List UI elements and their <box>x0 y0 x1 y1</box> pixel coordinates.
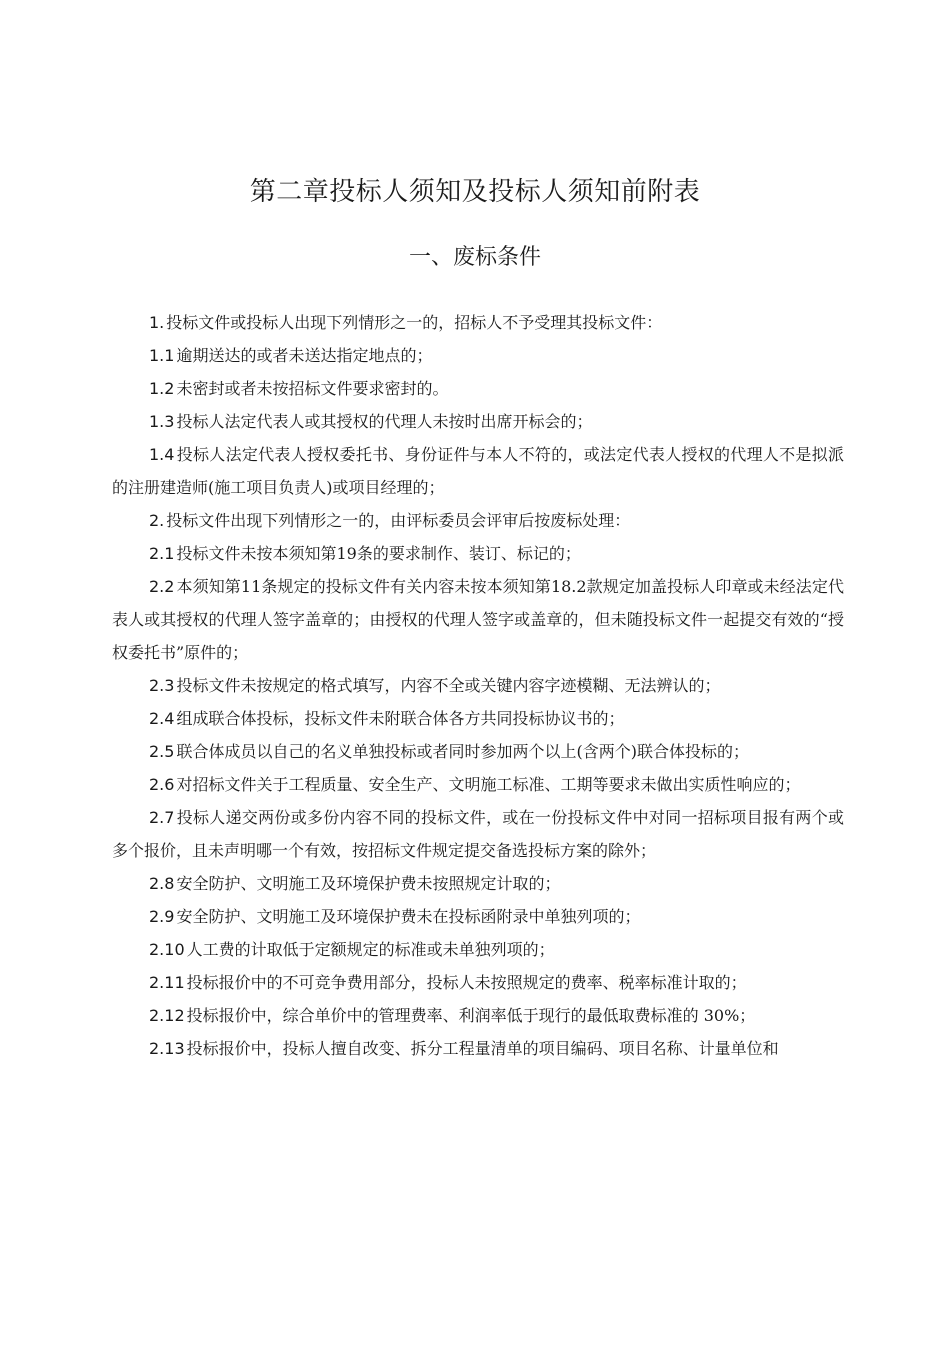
clause-number: 2.8 <box>149 874 175 893</box>
paragraph-2-3 <box>112 669 844 702</box>
paragraph-1-2 <box>112 372 844 405</box>
clause-number: 2.1 <box>149 544 175 563</box>
clause-text: 投标文件出现下列情形之一的，由评标委员会评审后按废标处理： <box>166 511 631 530</box>
clause-number: 2.9 <box>149 907 175 926</box>
clause-text: 投标报价中的不可竞争费用部分，投标人未按照规定的费率、税率标准计取的； <box>186 973 747 992</box>
clause-number: 2.12 <box>149 1006 185 1025</box>
clause-text: 未密封或者未按招标文件要求密封的。 <box>176 379 449 398</box>
paragraph-2-6 <box>112 768 844 801</box>
clause-text: 投标人法定代表人授权委托书、身份证件与本人不符的，或法定代表人授权的代理人不是拟派的注册建造师(施工项目负责人)或项目经理的； <box>112 445 844 497</box>
clause-number: 2.3 <box>149 676 175 695</box>
paragraph-2-9 <box>112 900 844 933</box>
clause-number: 2.6 <box>149 775 175 794</box>
paragraph-1-3 <box>112 405 844 438</box>
clause-text: 对招标文件关于工程质量、安全生产、文明施工标准、工期等要求未做出实质性响应的； <box>176 775 801 794</box>
clause-text: 组成联合体投标，投标文件未附联合体各方共同投标协议书的； <box>176 709 625 728</box>
chapter-title: 第二章投标人须知及投标人须知前附表 <box>249 177 701 207</box>
clause-number: 2. <box>149 511 165 530</box>
clause-number: 2.7 <box>149 808 175 827</box>
clause-text: 人工费的计取低于定额规定的标准或未单独列项的； <box>186 940 555 959</box>
paragraph-2-8 <box>112 867 844 900</box>
paragraph-1 <box>112 306 844 339</box>
clause-number: 1.2 <box>149 379 175 398</box>
paragraph-2-1 <box>112 537 844 570</box>
clause-text: 投标文件或投标人出现下列情形之一的，招标人不予受理其投标文件： <box>166 313 663 332</box>
clause-number: 2.2 <box>149 577 175 596</box>
paragraph-1-4 <box>112 438 844 504</box>
clause-number: 1.4 <box>149 445 175 464</box>
clause-text: 联合体成员以自己的名义单独投标或者同时参加两个以上(含两个)联合体投标的； <box>176 742 749 761</box>
clause-text: 投标报价中，投标人擅自改变、拆分工程量清单的项目编码、项目名称、计量单位和 <box>186 1039 779 1058</box>
paragraph-2-7 <box>112 801 844 867</box>
paragraph-2-4 <box>112 702 844 735</box>
clause-text: 本须知第11条规定的投标文件有关内容未按本须知第18.2款规定加盖投标人印章或未经法定代表人或其授权的代理人签字盖章的；由授权的代理人签字或盖章的，但未随投标文件一起提交有效的“授权委托书”原件的； <box>112 577 844 662</box>
paragraph-1-1 <box>112 339 844 372</box>
document-body <box>112 306 844 1065</box>
clause-text: 投标文件未按本须知第19条的要求制作、装订、标记的； <box>176 544 581 563</box>
clause-text: 投标文件未按规定的格式填写，内容不全或关键内容字迹模糊、无法辨认的； <box>176 676 721 695</box>
clause-text: 投标人法定代表人或其授权的代理人未按时出席开标会的； <box>176 412 593 431</box>
clause-number: 1. <box>149 313 165 332</box>
clause-text: 投标人递交两份或多份内容不同的投标文件，或在一份投标文件中对同一招标项目报有两个或多个报价，且未声明哪一个有效，按招标文件规定提交备选投标方案的除外； <box>112 808 844 860</box>
clause-text: 逾期送达的或者未送达指定地点的； <box>176 346 433 365</box>
clause-text: 安全防护、文明施工及环境保护费未按照规定计取的； <box>176 874 561 893</box>
paragraph-2-2 <box>112 570 844 669</box>
paragraph-2-12 <box>112 999 844 1032</box>
clause-number: 2.4 <box>149 709 175 728</box>
section-heading: 一、废标条件 <box>408 245 541 270</box>
clause-number: 1.3 <box>149 412 175 431</box>
paragraph-2-13 <box>112 1032 844 1065</box>
clause-number: 2.13 <box>149 1039 185 1058</box>
paragraph-2 <box>112 504 844 537</box>
paragraph-2-10 <box>112 933 844 966</box>
clause-text: 安全防护、文明施工及环境保护费未在投标函附录中单独列项的； <box>176 907 641 926</box>
paragraph-2-11 <box>112 966 844 999</box>
clause-number: 2.10 <box>149 940 185 959</box>
clause-number: 2.11 <box>149 973 185 992</box>
clause-text: 投标报价中，综合单价中的管理费率、利润率低于现行的最低取费标准的 30%； <box>186 1006 756 1025</box>
paragraph-2-5 <box>112 735 844 768</box>
clause-number: 1.1 <box>149 346 175 365</box>
clause-number: 2.5 <box>149 742 175 761</box>
